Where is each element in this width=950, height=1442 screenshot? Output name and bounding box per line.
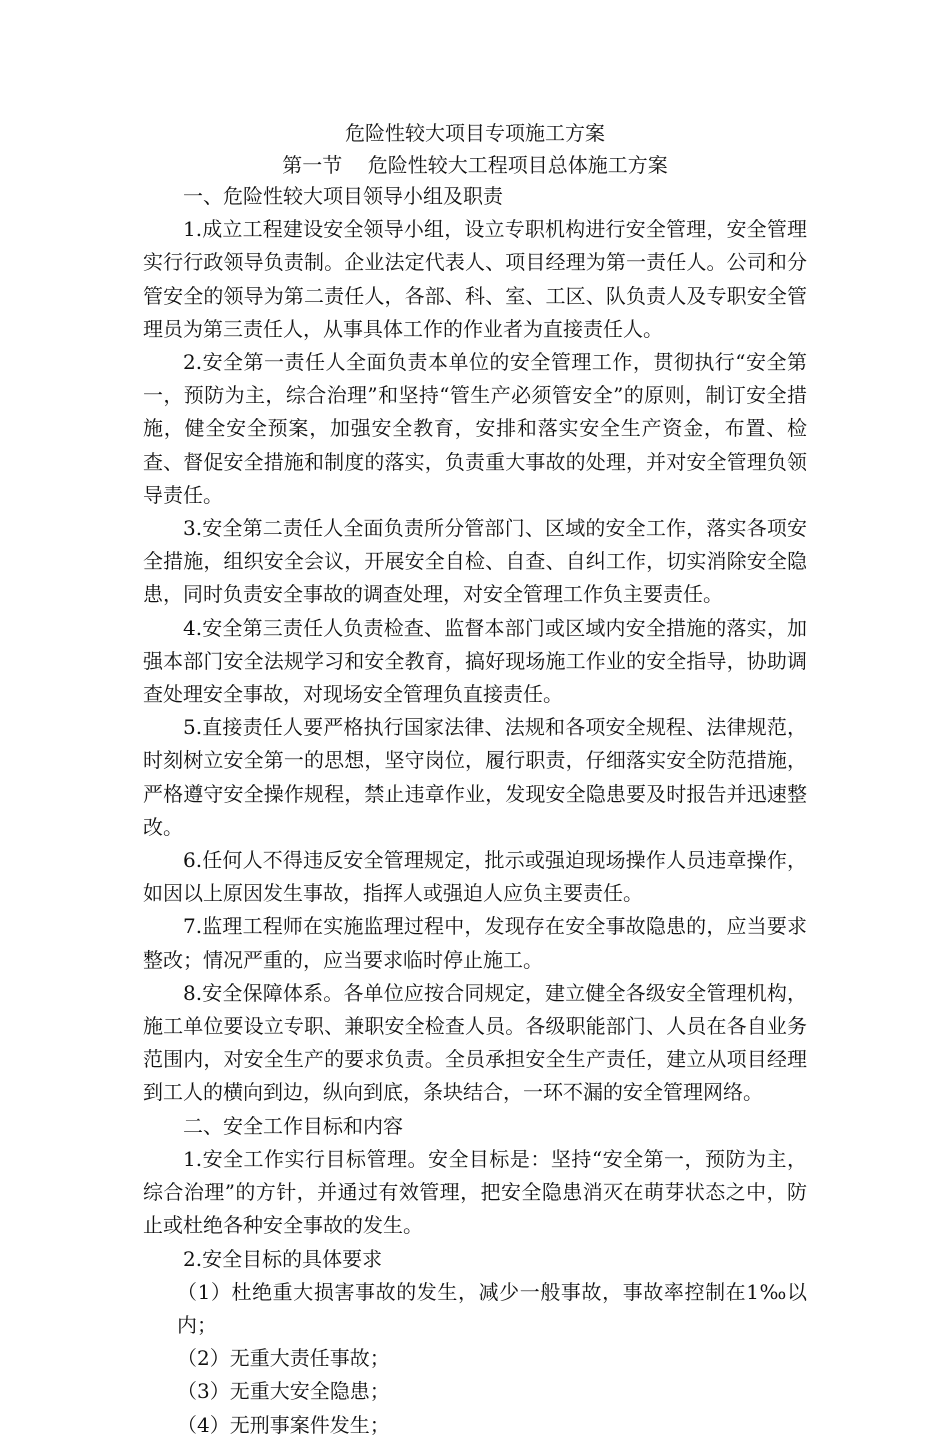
paragraph: 2.安全第一责任人全面负责本单位的安全管理工作，贯彻执行“安全第一，预防为主，综合治理”和坚持“管生产必须管安全”的原则，制订安全措施，健全安全预案，加强安全教育，安排和落实安全生产资金，布置、检查、督促安全措施和制度的落实，负责重大事故的处理，并对安全管理负领导责任。 bbox=[143, 350, 807, 507]
paragraph: 7.监理工程师在实施监理过程中，发现存在安全事故隐患的，应当要求整改；情况严重的，应当要求临时停止施工。 bbox=[143, 914, 807, 972]
paragraph: 1.安全工作实行目标管理。安全目标是：坚持“安全第一，预防为主，综合治理”的方针，并通过有效管理，把安全隐患消灭在萌芽状态之中，防止或杜绝各种安全事故的发生。 bbox=[143, 1146, 807, 1238]
section-title: 第一节 危险性较大工程项目总体施工方案 bbox=[282, 153, 668, 177]
paragraph: 4.安全第三责任人负责检查、监督本部门或区域内安全措施的落实，加强本部门安全法规学习和安全教育，搞好现场施工作业的安全指导，协助调查处理安全事故，对现场安全管理负直接责任。 bbox=[143, 615, 807, 707]
paragraph: 6.任何人不得违反安全管理规定，批示或强迫现场操作人员违章操作，如因以上原因发生事故，指挥人或强迫人应负主要责任。 bbox=[143, 848, 807, 906]
list-item: （1）杜绝重大损害事故的发生，减少一般事故，事故率控制在1‰以内； bbox=[177, 1279, 807, 1337]
paragraph: 1.成立工程建设安全领导小组，设立专职机构进行安全管理，安全管理实行行政领导负责制。企业法定代表人、项目经理为第一责任人。公司和分管安全的领导为第二责任人，各部、科、室、工区、队负责人及专职安全管理员为第三责任人，从事具体工作的作业者为直接责任人。 bbox=[143, 217, 807, 341]
list-item: （4）无刑事案件发生； bbox=[177, 1412, 390, 1437]
paragraph: 2.安全目标的具体要求 bbox=[183, 1246, 383, 1271]
list-item: （2）无重大责任事故； bbox=[177, 1346, 390, 1371]
heading-section-1: 一、危险性较大项目领导小组及职责 bbox=[183, 184, 503, 208]
list-item: （3）无重大安全隐患； bbox=[177, 1379, 390, 1404]
document-body bbox=[143, 180, 807, 1442]
paragraph: 5.直接责任人要严格执行国家法律、法规和各项安全规程、法律规范，时刻树立安全第一的思想，坚守岗位，履行职责，仔细落实安全防范措施，严格遵守安全操作规程，禁止违章作业，发现安全隐患要及时报告并迅速整改。 bbox=[143, 715, 807, 839]
document-title: 危险性较大项目专项施工方案 bbox=[345, 121, 605, 145]
heading-section-2: 二、安全工作目标和内容 bbox=[183, 1113, 403, 1138]
paragraph: 3.安全第二责任人全面负责所分管部门、区域的安全工作，落实各项安全措施，组织安全会议，开展安全自检、自查、自纠工作，切实消除安全隐患，同时负责安全事故的调查处理，对安全管理工作负主要责任。 bbox=[143, 516, 807, 607]
paragraph: 8.安全保障体系。各单位应按合同规定，建立健全各级安全管理机构，施工单位要设立专职、兼职安全检查人员。各级职能部门、人员在各自业务范围内，对安全生产的要求负责。全员承担安全生产责任，建立从项目经理到工人的横向到边，纵向到底，条块结合，一环不漏的安全管理网络。 bbox=[143, 980, 807, 1105]
